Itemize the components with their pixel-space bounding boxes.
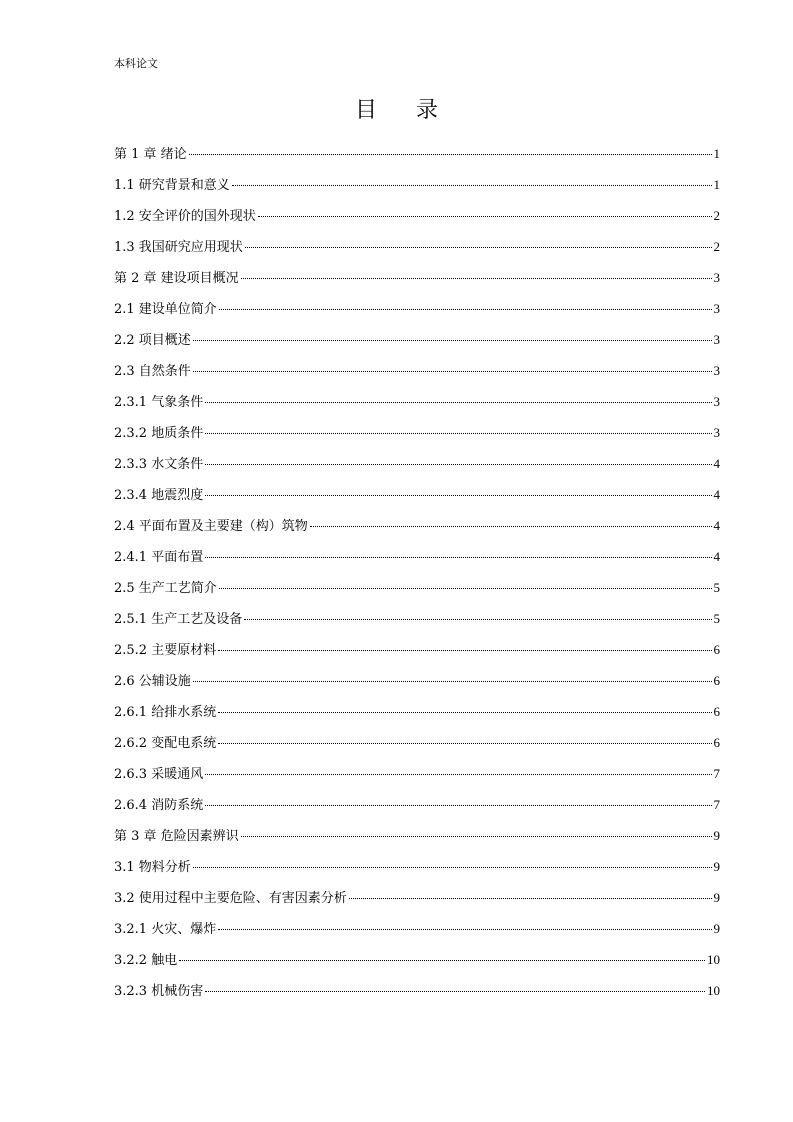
toc-leader-dots xyxy=(218,711,711,713)
toc-entry-page: 3 xyxy=(713,425,720,440)
toc-entry-label: 2.6.4 消防系统 xyxy=(114,798,204,813)
toc-entry-page: 6 xyxy=(713,642,720,657)
toc-entry-label: 2.2 项目概述 xyxy=(114,333,191,348)
toc-entry-label: 1.1 研究背景和意义 xyxy=(114,178,230,193)
toc-entry[interactable] xyxy=(114,356,720,387)
toc-entry-label: 2.4 平面布置及主要建（构）筑物 xyxy=(114,519,308,534)
toc-leader-dots xyxy=(241,835,712,837)
toc-entry-label: 2.3.4 地震烈度 xyxy=(114,488,204,503)
toc-entry-label: 2.6.3 采暖通风 xyxy=(114,767,204,782)
toc-entry-page: 1 xyxy=(713,177,720,192)
toc-entry-page: 3 xyxy=(713,332,720,347)
toc-entry-page: 5 xyxy=(713,580,720,595)
toc-entry-label: 2.6 公辅设施 xyxy=(114,674,191,689)
toc-entry[interactable] xyxy=(114,449,720,480)
toc-entry-page: 4 xyxy=(713,456,720,471)
toc-leader-dots xyxy=(218,649,711,651)
toc-leader-dots xyxy=(241,277,712,279)
toc-leader-dots xyxy=(205,804,711,806)
toc-entry-label: 3.2.2 触电 xyxy=(114,953,178,968)
toc-entry-page: 10 xyxy=(707,983,720,998)
toc-entry-label: 2.3.3 水文条件 xyxy=(114,457,204,472)
toc-leader-dots xyxy=(205,990,705,992)
toc-entry[interactable] xyxy=(114,263,720,294)
toc-entry-label: 1.2 安全评价的国外现状 xyxy=(114,209,256,224)
toc-entry-label: 3.2.1 火灾、爆炸 xyxy=(114,922,217,937)
toc-entry[interactable] xyxy=(114,294,720,325)
toc-entry-page: 6 xyxy=(713,735,720,750)
toc-entry-label: 第 1 章 绪论 xyxy=(114,147,187,162)
toc-entry[interactable] xyxy=(114,883,720,914)
toc-leader-dots xyxy=(179,959,705,961)
toc-entry-label: 第 3 章 危险因素辨识 xyxy=(114,829,239,844)
toc-entry-page: 4 xyxy=(713,518,720,533)
toc-entry[interactable] xyxy=(114,852,720,883)
toc-leader-dots xyxy=(205,773,711,775)
toc-entry-label: 2.5.2 主要原材料 xyxy=(114,643,217,658)
toc-entry-page: 6 xyxy=(713,704,720,719)
toc-leader-dots xyxy=(218,742,711,744)
toc-entry-page: 3 xyxy=(713,363,720,378)
toc-leader-dots xyxy=(310,525,712,527)
toc-entry-page: 9 xyxy=(713,859,720,874)
toc-leader-dots xyxy=(258,215,712,217)
toc-entry-page: 3 xyxy=(713,270,720,285)
toc-leader-dots xyxy=(219,587,712,589)
toc-entry-label: 2.3 自然条件 xyxy=(114,364,191,379)
toc-entry[interactable] xyxy=(114,759,720,790)
toc-entry[interactable] xyxy=(114,573,720,604)
toc-entry[interactable] xyxy=(114,945,720,976)
toc-entry[interactable] xyxy=(114,697,720,728)
toc-entry[interactable] xyxy=(114,511,720,542)
toc-entry-page: 4 xyxy=(713,487,720,502)
toc-entry[interactable] xyxy=(114,139,720,170)
toc-leader-dots xyxy=(232,184,712,186)
toc-leader-dots xyxy=(244,618,711,620)
toc-entry-page: 3 xyxy=(713,394,720,409)
toc-entry-page: 6 xyxy=(713,673,720,688)
toc-entry-label: 2.5 生产工艺简介 xyxy=(114,581,217,596)
toc-entry-label: 2.5.1 生产工艺及设备 xyxy=(114,612,243,627)
toc-entry-label: 3.2 使用过程中主要危险、有害因素分析 xyxy=(114,891,347,906)
toc-entry-page: 9 xyxy=(713,828,720,843)
toc-leader-dots xyxy=(193,370,712,372)
toc-entry[interactable] xyxy=(114,635,720,666)
toc-entry[interactable] xyxy=(114,325,720,356)
page-title: 目 录 xyxy=(355,98,454,123)
table-of-contents xyxy=(114,139,720,1007)
toc-entry-page: 7 xyxy=(713,766,720,781)
toc-entry[interactable] xyxy=(114,790,720,821)
toc-entry[interactable] xyxy=(114,542,720,573)
toc-entry[interactable] xyxy=(114,604,720,635)
toc-leader-dots xyxy=(205,556,711,558)
toc-entry-page: 2 xyxy=(713,208,720,223)
toc-leader-dots xyxy=(193,866,712,868)
toc-leader-dots xyxy=(205,432,711,434)
toc-leader-dots xyxy=(189,153,712,155)
toc-entry[interactable] xyxy=(114,728,720,759)
toc-entry-label: 2.6.2 变配电系统 xyxy=(114,736,217,751)
toc-leader-dots xyxy=(218,928,711,930)
toc-entry-page: 2 xyxy=(713,239,720,254)
toc-entry-page: 9 xyxy=(713,890,720,905)
toc-entry[interactable] xyxy=(114,914,720,945)
toc-entry-label: 第 2 章 建设项目概况 xyxy=(114,271,239,286)
toc-entry-label: 3.1 物料分析 xyxy=(114,860,191,875)
toc-entry-label: 2.6.1 给排水系统 xyxy=(114,705,217,720)
toc-entry-label: 3.2.3 机械伤害 xyxy=(114,984,204,999)
toc-entry[interactable] xyxy=(114,418,720,449)
toc-entry-label: 2.3.1 气象条件 xyxy=(114,395,204,410)
toc-entry-page: 3 xyxy=(713,301,720,316)
toc-entry-page: 10 xyxy=(707,952,720,967)
toc-entry-page: 1 xyxy=(713,146,720,161)
toc-leader-dots xyxy=(219,308,712,310)
toc-entry-page: 5 xyxy=(713,611,720,626)
toc-entry-page: 4 xyxy=(713,549,720,564)
toc-leader-dots xyxy=(193,339,712,341)
toc-entry[interactable] xyxy=(114,201,720,232)
toc-entry-page: 7 xyxy=(713,797,720,812)
toc-leader-dots xyxy=(205,494,711,496)
toc-entry[interactable] xyxy=(114,387,720,418)
toc-entry[interactable] xyxy=(114,480,720,511)
toc-entry-label: 2.4.1 平面布置 xyxy=(114,550,204,565)
toc-entry[interactable] xyxy=(114,232,720,263)
toc-entry[interactable] xyxy=(114,976,720,1007)
toc-entry-label: 1.3 我国研究应用现状 xyxy=(114,240,243,255)
toc-entry[interactable] xyxy=(114,821,720,852)
toc-entry[interactable] xyxy=(114,170,720,201)
page-header: 本科论文 xyxy=(114,57,158,70)
toc-entry-page: 9 xyxy=(713,921,720,936)
toc-entry[interactable] xyxy=(114,666,720,697)
toc-entry-label: 2.1 建设单位简介 xyxy=(114,302,217,317)
toc-leader-dots xyxy=(245,246,712,248)
toc-leader-dots xyxy=(349,897,712,899)
toc-leader-dots xyxy=(205,463,711,465)
toc-leader-dots xyxy=(205,401,711,403)
toc-leader-dots xyxy=(193,680,712,682)
toc-entry-label: 2.3.2 地质条件 xyxy=(114,426,204,441)
